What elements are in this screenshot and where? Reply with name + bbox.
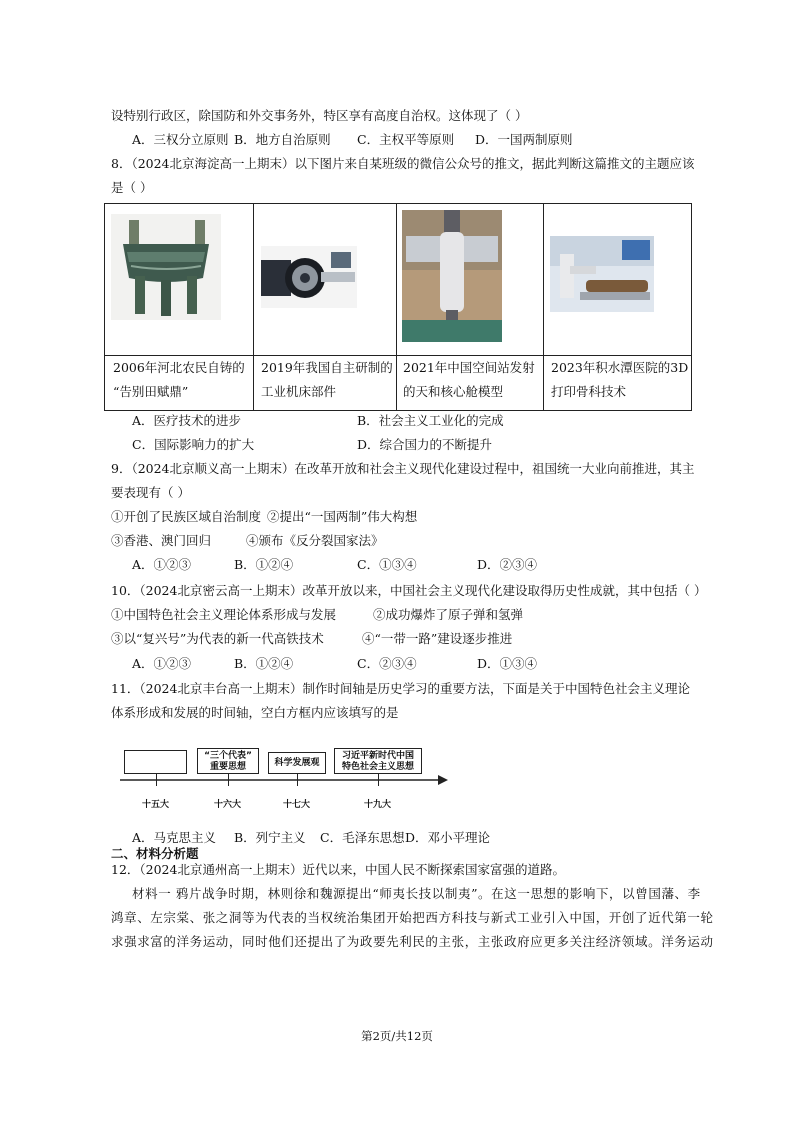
caption-1-line2: “告别田赋鼎” — [113, 384, 189, 399]
timeline-blank-box — [124, 750, 187, 774]
timeline-axis — [120, 772, 450, 788]
q10-item-1: ①中国特色社会主义理论体系形成与发展 — [111, 607, 337, 622]
box-line: “三个代表” — [204, 751, 252, 761]
q11-stem-line1: 11．（2024北京丰台高一上期末）制作时间轴是历史学习的重要方法，下面是关于中国特色社会主义理论 — [111, 681, 690, 696]
timeline-box-scientific-outlook: 科学发展观 — [268, 752, 326, 774]
q7-option-a: A．三权分立原则 — [132, 132, 229, 147]
q8-option-c: C．国际影响力的扩大 — [132, 437, 255, 452]
timeline-box-xi-thought — [334, 748, 422, 774]
q8-stem-line1: 8．（2024北京海淀高一上期末）以下图片来自某班级的微信公众号的推文，据此判断这篇推文的主题应该 — [111, 156, 695, 171]
machine-tool-image — [261, 246, 357, 308]
q11-option-b: B．列宁主义 — [234, 830, 306, 845]
q9-item-4: ④颁布《反分裂国家法》 — [246, 533, 384, 548]
timeline-tick — [378, 774, 379, 786]
q7-stem-line: 设特别行政区，除国防和外交事务外，特区享有高度自治权。这体现了（ ） — [111, 108, 528, 123]
q8-option-d: D．综合国力的不断提升 — [357, 437, 493, 452]
q12-material-line1: 材料一 鸦片战争时期，林则徐和魏源提出“师夷长技以制夷”。在这一思想的影响下，以曾国藩、李 — [132, 886, 701, 901]
q10-item-3: ③以“复兴号”为代表的新一代高铁技术 — [111, 631, 324, 646]
box-line: 重要思想 — [209, 762, 246, 772]
timeline-tick — [228, 774, 229, 786]
q11-option-c: C．毛泽东思想 — [320, 830, 405, 845]
q10-stem-line: 10．（2024北京密云高一上期末）改革开放以来，中国社会主义现代化建设取得历史性成就，其中包括（ ） — [111, 583, 707, 598]
timeline-box-three-represents — [197, 748, 259, 774]
q8-stem-line2: 是（ ） — [111, 180, 153, 195]
bronze-ding-image — [111, 214, 221, 320]
caption-2-line2: 工业机床部件 — [261, 384, 337, 399]
caption-3-line2: 的天和核心舱模型 — [403, 384, 504, 399]
space-station-model-image — [402, 210, 502, 342]
q8-image-table — [104, 203, 692, 411]
section-heading: 二、材料分析题 — [111, 846, 199, 861]
q10-item-4: ④“一带一路”建设逐步推进 — [362, 631, 513, 646]
q9-stem-line1: 9．（2024北京顺义高一上期末）在改革开放和社会主义现代化建设过程中，祖国统一大业向前推进，其主 — [111, 461, 695, 476]
q12-material-line2: 鸿章、左宗棠、张之洞等为代表的当权统治集团开始把西方科技与新式工业引入中国，开创了近代第一轮 — [111, 910, 714, 925]
timeline-label-16th: 十六大 — [214, 800, 242, 810]
q8-option-b: B．社会主义工业化的完成 — [357, 413, 504, 428]
q10-option-b: B．①②④ — [234, 656, 294, 671]
page-footer: 第2页/共12页 — [361, 1029, 433, 1043]
caption-2-line1: 2019年我国自主研制的 — [261, 360, 393, 375]
q11-stem-line2: 体系形成和发展的时间轴，空白方框内应该填写的是 — [111, 705, 399, 720]
q11-option-d: D．邓小平理论 — [405, 830, 491, 845]
box-line: 习近平新时代中国 — [341, 751, 414, 761]
q9-option-a: A．①②③ — [132, 557, 192, 572]
caption-1-line1: 2006年河北农民自铸的 — [113, 360, 245, 375]
q9-item-2: ②提出“一国两制”伟大构想 — [267, 509, 418, 524]
caption-3-line1: 2021年中国空间站发射 — [403, 360, 535, 375]
timeline-label-15th: 十五大 — [142, 800, 170, 810]
q12-material-line3: 求强求富的洋务运动，同时他们还提出了为政要先利民的主张，主张政府应更多关注经济领域。洋务运动 — [111, 934, 714, 949]
q8-option-a: A．医疗技术的进步 — [132, 413, 242, 428]
timeline-tick — [297, 774, 298, 786]
q9-option-d: D．②③④ — [477, 557, 538, 572]
q12-stem-line: 12．（2024北京通州高一上期末）近代以来，中国人民不断探索国家富强的道路。 — [111, 862, 565, 877]
timeline-tick — [156, 774, 157, 786]
q7-option-b: B．地方自治原则 — [234, 132, 331, 147]
q9-stem-line2: 要表现有（ ） — [111, 485, 190, 500]
q11-option-a: A．马克思主义 — [132, 830, 217, 845]
medical-3d-printing-image — [550, 236, 654, 312]
q10-option-a: A．①②③ — [132, 656, 192, 671]
q9-option-b: B．①②④ — [234, 557, 294, 572]
q9-item-3: ③香港、澳门回归 — [111, 533, 212, 548]
q7-option-d: D．一国两制原则 — [475, 132, 573, 147]
box-line: 特色社会主义思想 — [341, 762, 414, 772]
q9-item-1: ①开创了民族区域自治制度 — [111, 509, 262, 524]
q9-option-c: C．①③④ — [357, 557, 417, 572]
q7-option-c: C．主权平等原则 — [357, 132, 455, 147]
timeline-label-19th: 十九大 — [364, 800, 392, 810]
caption-4-line2: 打印骨科技术 — [551, 384, 627, 399]
q10-option-c: C．②③④ — [357, 656, 417, 671]
q10-option-d: D．①③④ — [477, 656, 538, 671]
caption-4-line1: 2023年积水潭医院的3D — [551, 360, 689, 375]
timeline-label-17th: 十七大 — [283, 800, 311, 810]
q10-item-2: ②成功爆炸了原子弹和氢弹 — [373, 607, 524, 622]
